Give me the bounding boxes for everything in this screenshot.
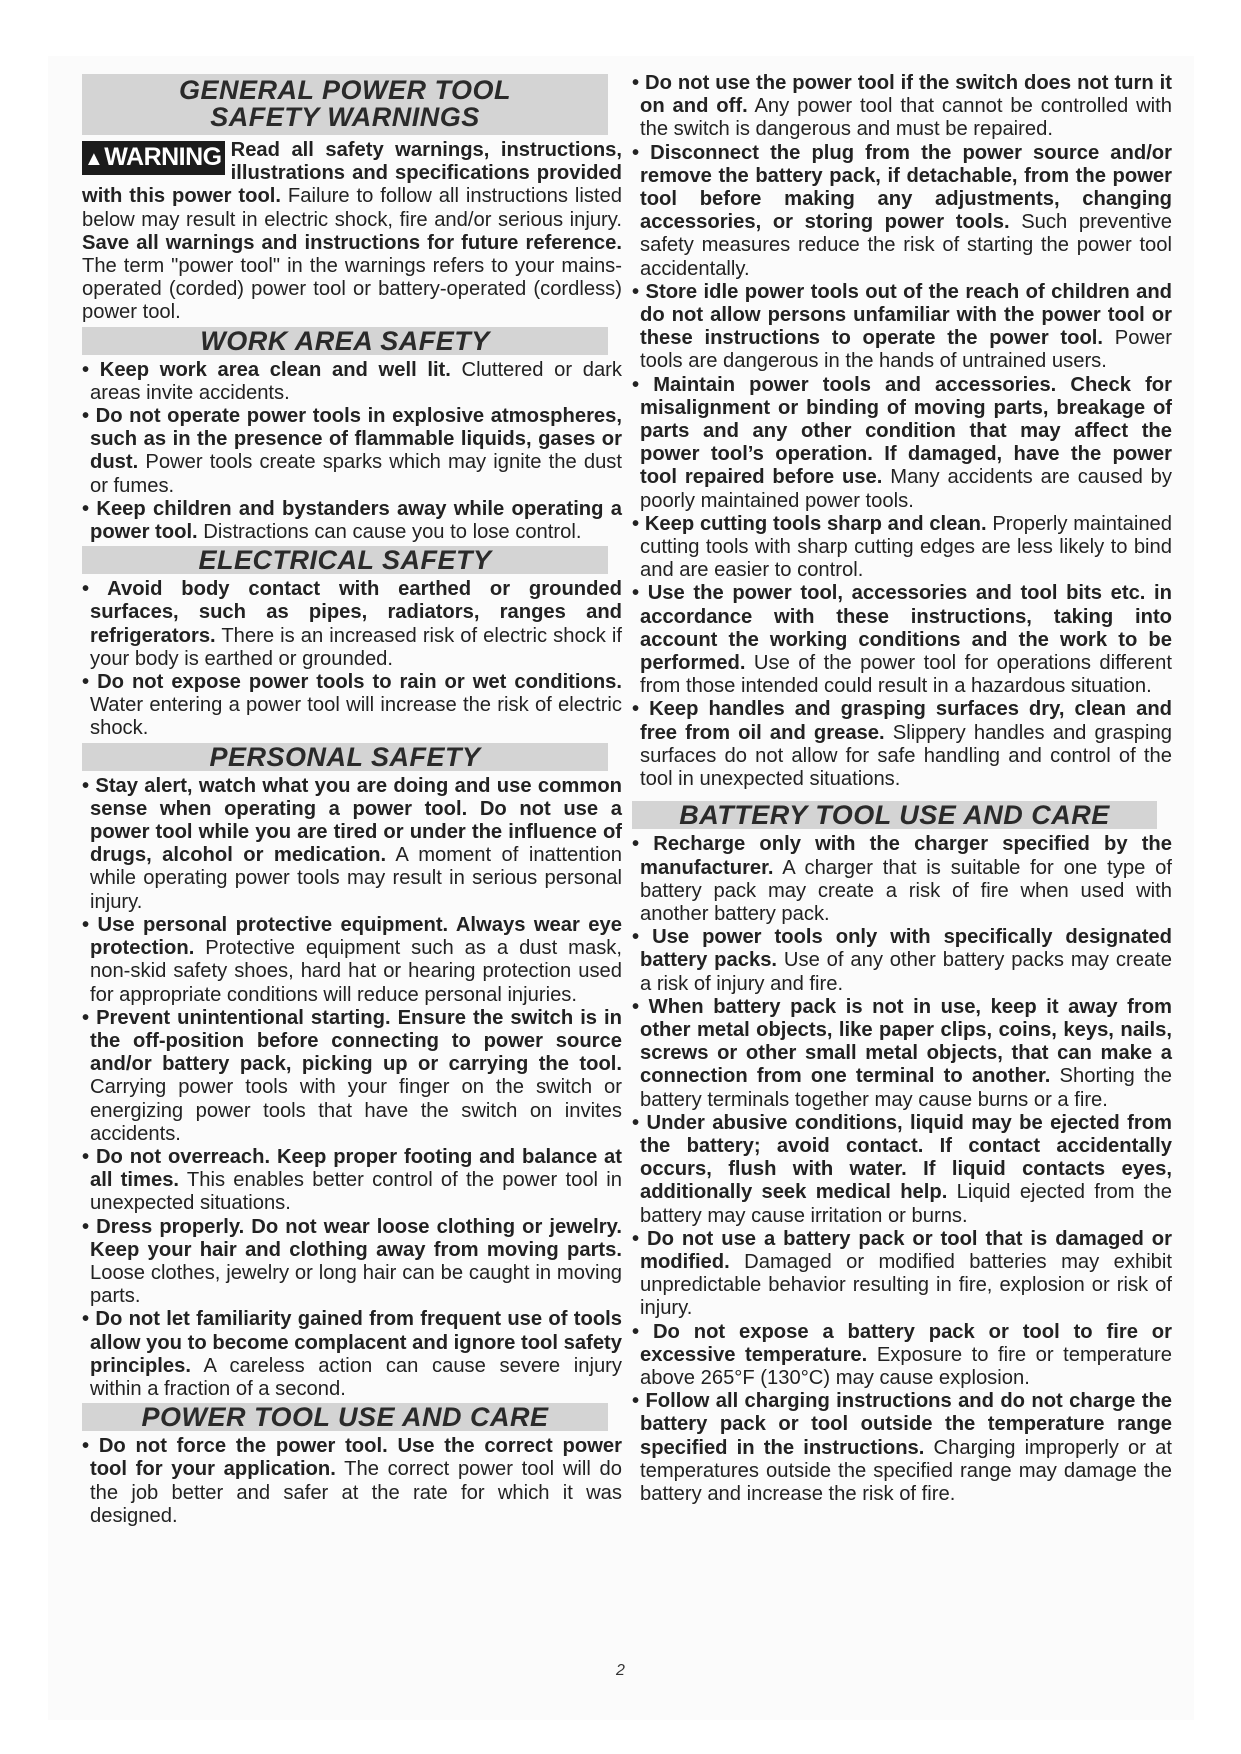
list-item: • Do not expose power tools to rain or wet conditions. Water entering a power tool will increase the risk of electric shock. <box>82 671 623 740</box>
list-item: • Keep children and bystanders away while operating a power tool. Distractions can cause you to lose control. <box>82 497 622 544</box>
electrical-list <box>82 578 622 740</box>
list-item: • Use the power tool, accessories and tool bits etc. in accordance with these instructions, taking into account the working conditions and the work to be performed. Use of the power tool for operations different from those intended could result in a hazardous situation. <box>632 582 1172 698</box>
section-heading-electrical: ELECTRICAL SAFETY <box>82 546 608 574</box>
list-item: • Avoid body contact with earthed or grounded surfaces, such as pipes, radiators, ranges and refrigerators. There is an increased risk of electric shock if your body is earthed or grounded. <box>82 578 622 670</box>
list-item: • Stay alert, watch what you are doing and use common sense when operating a power tool. Do not use a power tool while you are tired or under the influence of drugs, alcohol or medication. A moment of inattention while operating power tools may result in serious personal injury. <box>82 774 623 913</box>
list-item: • Keep handles and grasping surfaces dry, clean and free from oil and grease. Slippery handles and grasping surfaces do not allow for safe handling and control of the tool in unexpected situations. <box>632 698 1172 791</box>
save-bold: Save all warnings and instructions for future reference. <box>82 231 622 254</box>
general-warning-intro <box>82 139 622 325</box>
personal-list <box>82 775 622 1401</box>
section-heading-general <box>82 74 608 135</box>
list-item: • Use power tools only with specifically designated battery packs. Use of any other battery packs may create a risk of injury and fire. <box>632 926 1172 995</box>
list-item: • Follow all charging instructions and do not charge the battery pack or tool outside the temperature range specified in the instructions. Charging improperly or at temperatures outside the specified range may damage the battery and increase the risk of fire. <box>632 1390 1172 1505</box>
heading-line-2: SAFETY WARNINGS <box>210 102 480 132</box>
list-item: • Do not let familiarity gained from frequent use of tools allow you to become complacent and ignore tool safety principles. A careless action can cause severe injury within a fraction of a second. <box>82 1308 622 1400</box>
list-item: • Store idle power tools out of the reach of children and do not allow persons unfamiliar with the power tool or these instructions to operate the power tool. Power tools are dangerous in the hands of untrained users. <box>632 280 1172 373</box>
warning-badge <box>82 141 225 175</box>
section-heading-personal: PERSONAL SAFETY <box>82 743 608 771</box>
work-area-list <box>82 359 622 545</box>
battery-list <box>632 833 1172 1506</box>
list-item: • Use personal protective equipment. Always wear eye protection. Protective equipment such as a dust mask, non-skid safety shoes, hard hat or hearing protection used for appropriate conditions will reduce personal injuries. <box>82 913 622 1006</box>
section-heading-power-tool: POWER TOOL USE AND CARE <box>82 1403 608 1431</box>
left-column <box>82 72 622 1528</box>
power-tool-list <box>82 1435 622 1528</box>
list-item: • Recharge only with the charger specified by the manufacturer. A charger that is suitable for one type of battery pack may create a risk of fire when used with another battery pack. <box>632 833 1172 925</box>
list-item: • Do not expose a battery pack or tool to fire or excessive temperature. Exposure to fire or temperature above 265°F (130°C) may cause explosion. <box>632 1320 1172 1389</box>
list-item: • Keep cutting tools sharp and clean. Properly maintained cutting tools with sharp cutting edges are less likely to bind and are easier to control. <box>632 512 1172 582</box>
intro-text: Failure to follow all instructions listed below may result in electric shock, fire and/or serious injury. <box>82 185 622 231</box>
list-item: • Do not use a battery pack or tool that is damaged or modified. Damaged or modified batteries may exhibit unpredictable behavior resulting in fire, explosion or risk of injury. <box>632 1227 1172 1320</box>
warning-triangle-icon: ▲ <box>84 148 104 170</box>
list-item: • When battery pack is not in use, keep it away from other metal objects, like paper clips, coins, keys, nails, screws or other small metal objects, that can make a connection from one terminal to another. Shorting the battery terminals together may cause burns or a fire. <box>632 995 1172 1111</box>
right-column <box>632 72 1172 1506</box>
warning-label: WARNING <box>104 143 222 171</box>
section-heading-battery: BATTERY TOOL USE AND CARE <box>632 801 1157 829</box>
section-heading-work-area: WORK AREA SAFETY <box>82 327 608 355</box>
list-item: • Do not overreach. Keep proper footing and balance at all times. This enables better control of the power tool in unexpected situations. <box>82 1145 622 1215</box>
page-number: 2 <box>616 1662 625 1679</box>
list-item: • Keep work area clean and well lit. Cluttered or dark areas invite accidents. <box>82 358 622 404</box>
heading-line-1: GENERAL POWER TOOL <box>178 75 512 105</box>
list-item: • Dress properly. Do not wear loose clothing or jewelry. Keep your hair and clothing away from moving parts. Loose clothes, jewelry or long hair can be caught in moving parts. <box>82 1215 622 1308</box>
power-tool-list-continued <box>632 72 1172 791</box>
intro-bold: Read all safety warnings, instructions, illustrations and specifications provided with this power tool. <box>82 139 622 208</box>
list-item: • Do not use the power tool if the switch does not turn it on and off. Any power tool that cannot be controlled with the switch is dangerous and must be repaired. <box>632 72 1173 141</box>
list-item: • Prevent unintentional starting. Ensure the switch is in the off-position before connecting to power source and/or battery pack, picking up or carrying the tool. Carrying power tools with your finger on the switch or energizing power tools that have the switch on invites accidents. <box>82 1006 622 1145</box>
list-item: • Disconnect the plug from the power source and/or remove the battery pack, if detachable, from the power tool before making any adjustments, changing accessories, or storing power tools. Such preventive safety measures reduce the risk of starting the power tool accidentally. <box>632 141 1172 280</box>
list-item: • Maintain power tools and accessories. Check for misalignment or binding of moving parts, breakage of parts and any other condition that may affect the power tool’s operation. If damaged, have the power tool repaired before use. Many accidents are caused by poorly maintained power tools. <box>632 373 1172 512</box>
term-text: The term "power tool" in the warnings refers to your mains-operated (corded) power tool or battery-operated (cordless) power tool. <box>82 255 622 324</box>
list-item: • Do not operate power tools in explosive atmospheres, such as in the presence of flammable liquids, gases or dust. Power tools create sparks which may ignite the dust or fumes. <box>82 405 622 497</box>
list-item: • Do not force the power tool. Use the correct power tool for your application. The correct power tool will do the job better and safer at the rate for which it was designed. <box>82 1435 622 1527</box>
list-item: • Under abusive conditions, liquid may be ejected from the battery; avoid contact. If contact accidentally occurs, flush with water. If liquid contacts eyes, additionally seek medical help. Liquid ejected from the battery may cause irritation or burns. <box>632 1111 1172 1227</box>
